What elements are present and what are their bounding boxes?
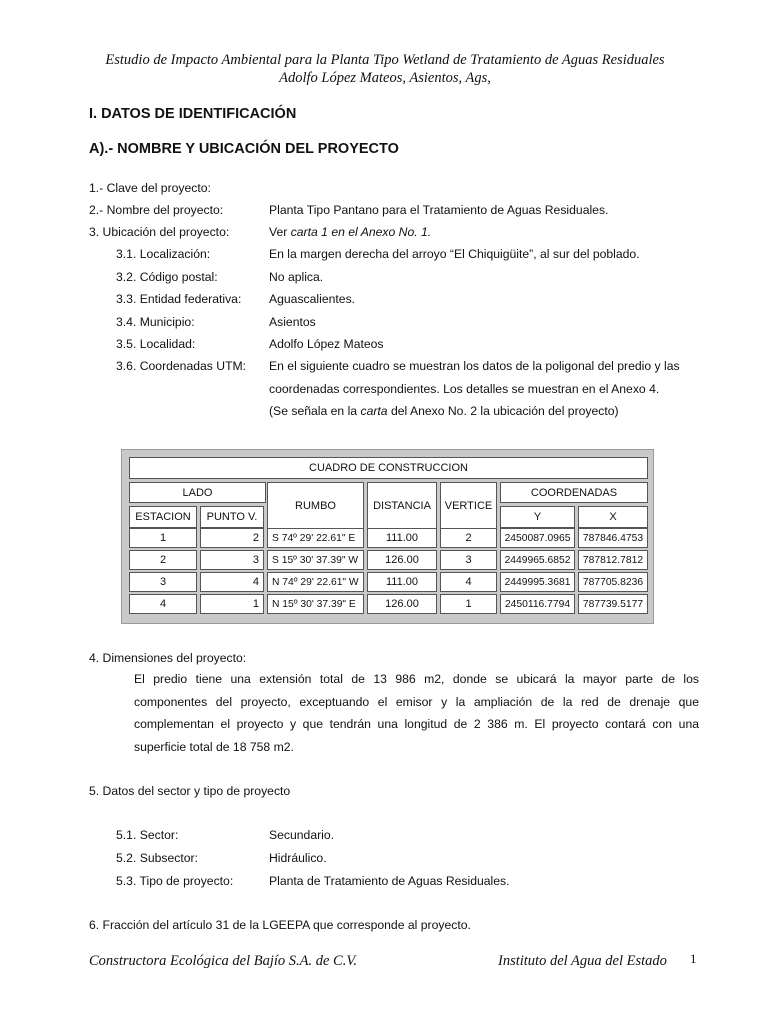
paragraph-line: componentes del proyecto, exceptuando el emisor y la ampliación de la red de drenaje que: [134, 694, 699, 709]
table-cell: 787812.7812: [578, 550, 648, 570]
item-municipio-label: 3.4. Municipio:: [116, 315, 195, 329]
item-utm-line-3-a: (Se señala en la: [269, 404, 361, 418]
header-punto-v: PUNTO V.: [200, 506, 264, 528]
table-cell: 1: [200, 594, 264, 614]
table-cell: 126.00: [367, 594, 437, 614]
header-lado: LADO: [129, 482, 266, 503]
item-utm-line-3-italic: carta: [360, 404, 388, 418]
table-cell: 2: [200, 528, 264, 548]
item-codigo-postal-label: 3.2. Código postal:: [116, 270, 218, 284]
item-localizacion-label: 3.1. Localización:: [116, 247, 211, 261]
table-cell: 126.00: [367, 550, 437, 570]
header-rumbo: RUMBO: [267, 482, 364, 529]
item-clave-label: 1.- Clave del proyecto:: [89, 181, 211, 195]
item-tipo-label: 5.3. Tipo de proyecto:: [116, 874, 234, 888]
table-cell: N 15º 30' 37.39" E: [267, 594, 364, 614]
item-localizacion-value: En la margen derecha del arroyo “El Chiquigüite”, al sur del poblado.: [269, 247, 640, 261]
table-cell: 1: [129, 528, 197, 548]
item-utm-line-1: En el siguiente cuadro se muestran los datos de la poligonal del predio y las: [269, 359, 680, 373]
item-localidad-value: Adolfo López Mateos: [269, 337, 384, 351]
item-localidad-label: 3.5. Localidad:: [116, 337, 196, 351]
page-number: 1: [690, 951, 697, 966]
footer-right: Instituto del Agua del Estado: [498, 953, 667, 969]
construction-table: [121, 449, 654, 624]
item-ubicacion-italic: carta 1 en el Anexo No. 1.: [290, 225, 432, 239]
item-codigo-postal-value: No aplica.: [269, 270, 324, 284]
table-cell: S 15º 30' 37.39" W: [267, 550, 364, 570]
table-cell: N 74º 29' 22.61" W: [267, 572, 364, 592]
header-line-2: Adolfo López Mateos, Asientos, Ags,: [279, 70, 491, 86]
paragraph-line: complementan el proyecto y que tendrán una longitud de 2 386 m. El proyecto contará con una: [134, 717, 699, 731]
header-distancia: DISTANCIA: [367, 482, 437, 529]
paragraph-line: superficie total de 18 758 m2.: [134, 739, 294, 754]
header-x: X: [578, 506, 648, 528]
item-subsector-label: 5.2. Subsector:: [116, 851, 198, 865]
item-utm-line-3-b: del Anexo No. 2 la ubicación del proyecto): [387, 404, 619, 418]
table-cell: 787705.8236: [578, 572, 648, 592]
section-title: I. DATOS DE IDENTIFICACIÓN: [89, 106, 297, 122]
header-estacion: ESTACION: [129, 506, 197, 528]
table-cell: S 74º 29' 22.61" E: [267, 528, 364, 548]
header-line-1: Estudio de Impacto Ambiental para la Planta Tipo Wetland de Tratamiento de Aguas Residuales: [105, 52, 665, 68]
subsection-title: A).- NOMBRE Y UBICACIÓN DEL PROYECTO: [89, 141, 399, 157]
item-ubicacion-prefix: Ver: [269, 225, 291, 239]
item-utm-line-3: [269, 404, 619, 418]
table-cell: 3: [129, 572, 197, 592]
table-cell: 2: [440, 528, 497, 548]
footer-left: Constructora Ecológica del Bajío S.A. de C.V.: [89, 953, 357, 969]
table-cell: 1: [440, 594, 497, 614]
table-cell: 111.00: [367, 572, 437, 592]
item-sector-label: 5.1. Sector:: [116, 828, 179, 842]
table-cell: 2450116.7794: [500, 594, 575, 614]
table-cell: 4: [129, 594, 197, 614]
table-cell: 2450087.0965: [500, 528, 575, 548]
fraccion-label: 6. Fracción del artículo 31 de la LGEEPA que corresponde al proyecto.: [89, 918, 471, 932]
item-subsector-value: Hidráulico.: [269, 851, 327, 865]
header-coordenadas: COORDENADAS: [500, 482, 648, 503]
table-title: CUADRO DE CONSTRUCCION: [129, 457, 648, 479]
item-nombre-label: 2.- Nombre del proyecto:: [89, 203, 224, 217]
document-header: [60, 51, 710, 87]
table-cell: 2449995.3681: [500, 572, 575, 592]
item-entidad-value: Aguascalientes.: [269, 292, 356, 306]
item-tipo-value: Planta de Tratamiento de Aguas Residuales.: [269, 874, 510, 888]
table-cell: 4: [440, 572, 497, 592]
paragraph-line: El predio tiene una extensión total de 13 986 m2, donde se ubicará la mayor parte de los: [134, 672, 699, 686]
item-ubicacion-label: 3. Ubicación del proyecto:: [89, 225, 230, 239]
table-cell: 3: [440, 550, 497, 570]
table-cell: 2: [129, 550, 197, 570]
item-utm-label: 3.6. Coordenadas UTM:: [116, 359, 247, 373]
table-cell: 111.00: [367, 528, 437, 548]
header-vertice: VERTICE: [440, 482, 497, 529]
table-cell: 2449965.6852: [500, 550, 575, 570]
item-municipio-value: Asientos: [269, 315, 316, 329]
table-cell: 787846.4753: [578, 528, 648, 548]
sector-label: 5. Datos del sector y tipo de proyecto: [89, 784, 291, 798]
item-utm-line-2: coordenadas correspondientes. Los detalles se muestran en el Anexo 4.: [269, 382, 660, 396]
dimensiones-label: 4. Dimensiones del proyecto:: [89, 651, 247, 665]
item-ubicacion-value: [269, 225, 431, 239]
table-cell: 787739.5177: [578, 594, 648, 614]
item-sector-value: Secundario.: [269, 828, 335, 842]
table-cell: 3: [200, 550, 264, 570]
header-y: Y: [500, 506, 575, 528]
item-entidad-label: 3.3. Entidad federativa:: [116, 292, 242, 306]
dimensiones-paragraph: [134, 668, 699, 758]
table-cell: 4: [200, 572, 264, 592]
item-nombre-value: Planta Tipo Pantano para el Tratamiento de Aguas Residuales.: [269, 203, 609, 217]
